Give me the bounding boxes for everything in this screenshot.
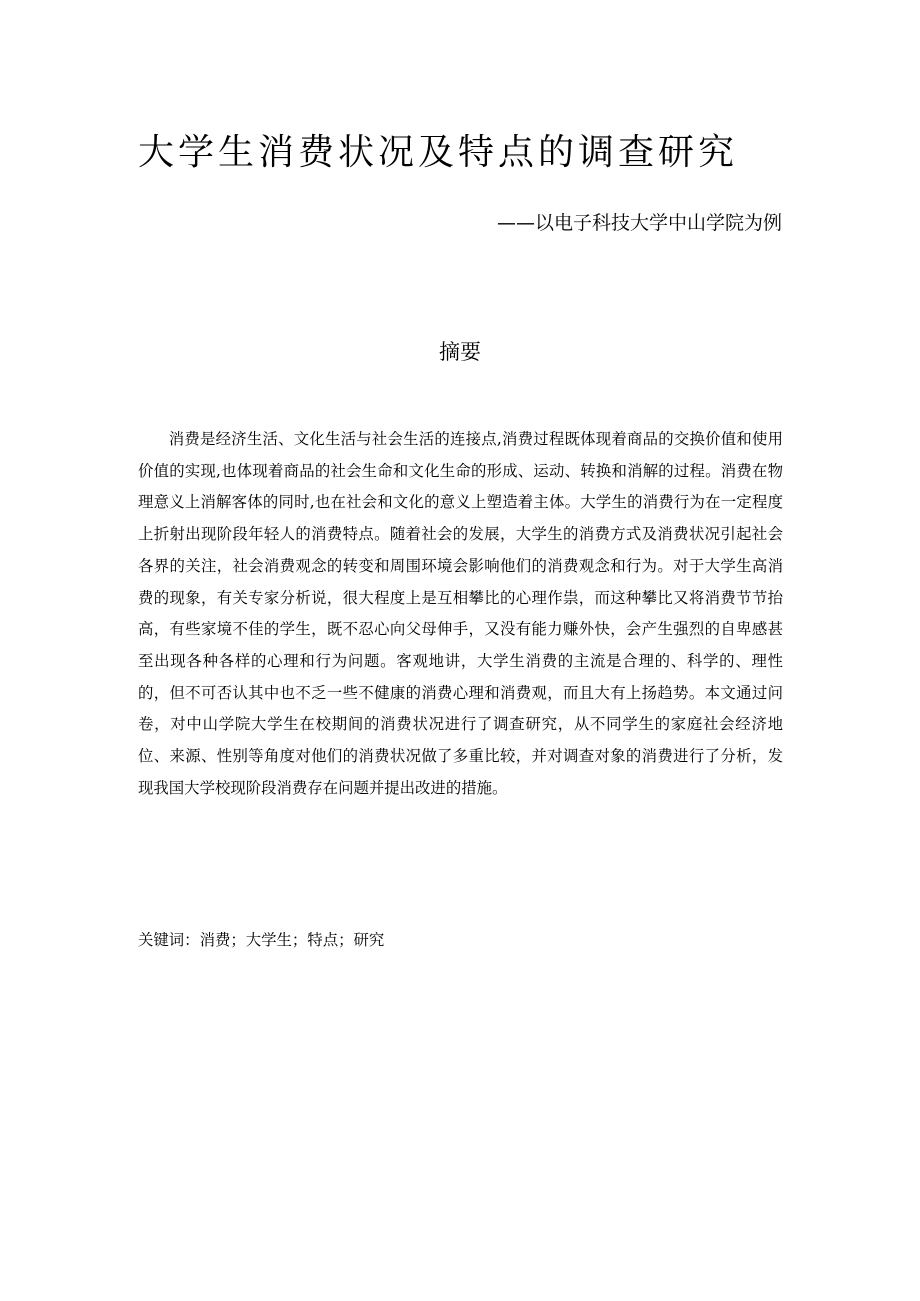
keywords-line: 关键词：消费；大学生；特点；研究 <box>138 931 385 949</box>
abstract-paragraph: 消费是经济生活、文化生活与社会生活的连接点,消费过程既体现着商品的交换价值和使用价值的实现,也体现着商品的社会生命和文化生命的形成、运动、转换和消解的过程。消费在物理意义上消解客体的同时,也在社会和文化的意义上塑造着主体。大学生的消费行为在一定程度上折射出现阶段年轻人的消费特点。随着社会的发展，大学生的消费方式及消费状况引起社会各界的关注，社会消费观念的转变和周围环境会影响他们的消费观念和行为。对于大学生高消费的现象，有关专家分析说，很大程度上是互相攀比的心理作祟，而这种攀比又将消费节节抬高，有些家境不佳的学生，既不忍心向父母伸手，又没有能力赚外快，会产生强烈的自卑感甚至出现各种各样的心理和行为问题。客观地讲，大学生消费的主流是合理的、科学的、理性的，但不可否认其中也不乏一些不健康的消费心理和消费观，而且大有上扬趋势。本文通过问卷，对中山学院大学生在校期间的消费状况进行了调查研究，从不同学生的家庭社会经济地位、来源、性别等角度对他们的消费状况做了多重比较，并对调查对象的消费进行了分析，发现我国大学校现阶段消费存在问题并提出改进的措施。 <box>138 430 783 797</box>
document-title: 大学生消费状况及特点的调查研究 <box>138 132 739 173</box>
abstract-heading: 摘要 <box>439 340 481 364</box>
document-subtitle: ——以电子科技大学中山学院为例 <box>496 212 782 234</box>
